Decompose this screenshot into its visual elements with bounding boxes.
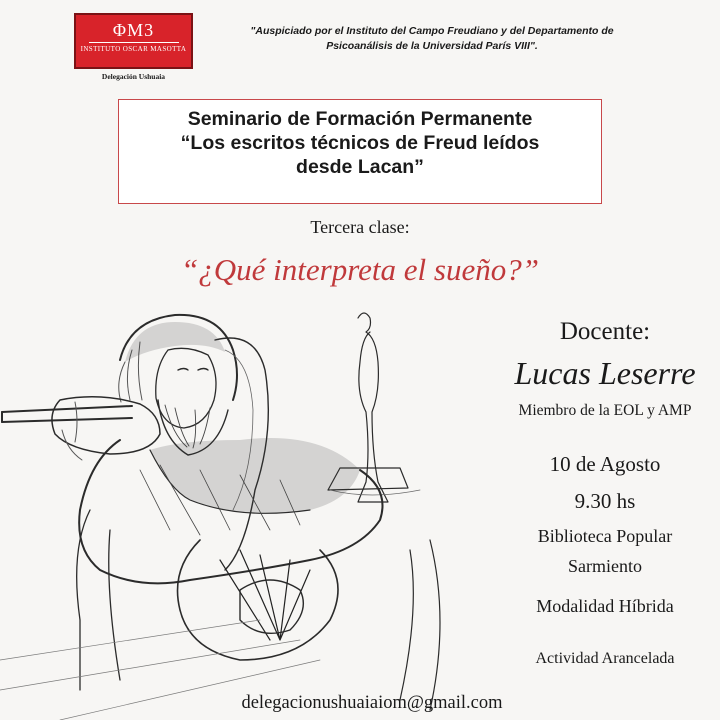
- teacher-name: Lucas Leserre: [514, 355, 696, 391]
- event-modality: Modalidad Híbrida: [536, 596, 674, 616]
- event-venue-line-1: Biblioteca Popular: [537, 526, 673, 546]
- teacher-heading: Docente:: [559, 318, 651, 345]
- sponsorship-line-1: "Auspiciado por el Instituto del Campo Freudiano y del Departamento de: [250, 25, 614, 37]
- seminar-title-line-3: desde Lacan”: [296, 156, 424, 178]
- institute-logo: [74, 13, 193, 69]
- seminar-title-box: [118, 99, 602, 204]
- class-title: “¿Qué interpreta el sueño?”: [181, 252, 539, 287]
- logo-divider: [89, 42, 179, 43]
- event-venue-line-2: Sarmiento: [568, 556, 642, 576]
- event-date: 10 de Agosto: [549, 452, 661, 476]
- contact-email[interactable]: delegacionushuaiaiom@gmail.com: [241, 693, 503, 713]
- logo-institute-name: INSTITUTO OSCAR MASOTTA: [80, 45, 187, 53]
- logo-mark: ΦM3: [112, 20, 155, 40]
- seminar-title-line-2: “Los escritos técnicos de Freud leídos: [180, 132, 540, 154]
- freud-sketch-illustration: [0, 290, 505, 720]
- teacher-membership: Miembro de la EOL y AMP: [518, 402, 692, 419]
- logo-delegation: Delegación Ushuaia: [101, 72, 166, 81]
- event-fee: Actividad Arancelada: [535, 650, 675, 667]
- sponsorship-note: [232, 24, 632, 54]
- class-number-label: Tercera clase:: [310, 217, 410, 237]
- sponsorship-line-2: Psicoanálisis de la Universidad París VIII".: [326, 40, 538, 52]
- event-time: 9.30 hs: [574, 489, 636, 513]
- seminar-title-line-1: Seminario de Formación Permanente: [187, 108, 533, 130]
